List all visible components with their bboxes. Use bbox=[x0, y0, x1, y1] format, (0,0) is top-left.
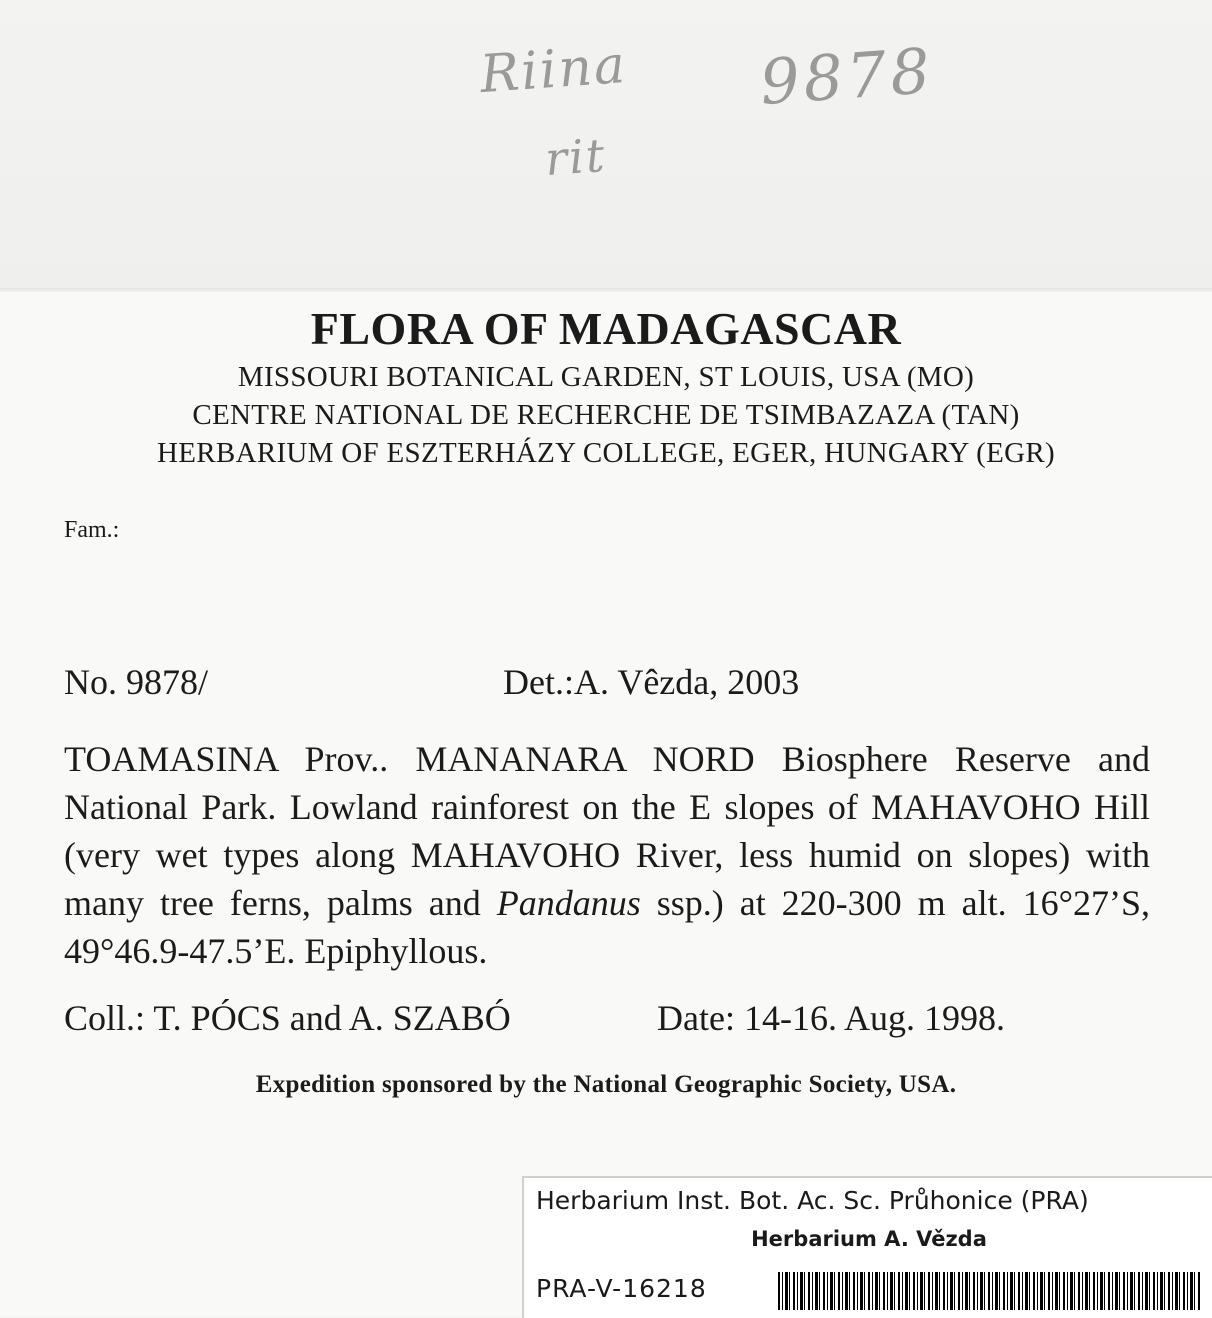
collectors: Coll.: T. PÓCS and A. SZABÓ bbox=[64, 998, 511, 1038]
family-field: Fam.: bbox=[64, 517, 120, 543]
determination: Det.:A. Vêzda, 2003 bbox=[503, 662, 800, 702]
collection-date: Date: 14-16. Aug. 1998. bbox=[657, 998, 1005, 1038]
handwritten-number: 9878 bbox=[757, 34, 937, 119]
locality-text-end: ssp.) at 220-300 m alt. 16°27’S, 49°46.9-47.5’E. Epiphyllous. bbox=[64, 883, 1150, 971]
locality-text: TOAMASINA Prov.. MANANARA NORD Biosphere Reserve and National Park. Lowland rainforest on the E slopes of MAHAVOHO Hill (very wet types along MAHAVOHO River, less humid on slopes) with many tree ferns, palms and bbox=[64, 739, 1150, 923]
barcode bbox=[778, 1272, 1202, 1310]
catalog-id: PRA-V-16218 bbox=[536, 1274, 707, 1303]
institution-line: CENTRE NATIONAL DE RECHERCHE DE TSIMBAZAZA (TAN) bbox=[192, 399, 1020, 431]
institution-line: HERBARIUM OF ESZTERHÁZY COLLEGE, EGER, HUNGARY (EGR) bbox=[157, 437, 1055, 469]
handwritten-note-line2: rit bbox=[543, 127, 608, 187]
stamp-herbarium: Herbarium A. Vězda bbox=[751, 1227, 987, 1251]
herbarium-stamp bbox=[522, 1176, 1212, 1318]
locality-genus: Pandanus bbox=[496, 883, 641, 923]
handwritten-note-line1: Riina bbox=[478, 34, 629, 106]
label-title: FLORA OF MADAGASCAR bbox=[310, 303, 902, 354]
stamp-institution: Herbarium Inst. Bot. Ac. Sc. Průhonice (PRA) bbox=[536, 1186, 1089, 1215]
specimen-number: No. 9878/ bbox=[64, 662, 208, 702]
locality-description bbox=[64, 735, 1150, 975]
institution-line: MISSOURI BOTANICAL GARDEN, ST LOUIS, USA (MO) bbox=[237, 361, 975, 393]
sponsor-note: Expedition sponsored by the National Geographic Society, USA. bbox=[255, 1071, 957, 1098]
